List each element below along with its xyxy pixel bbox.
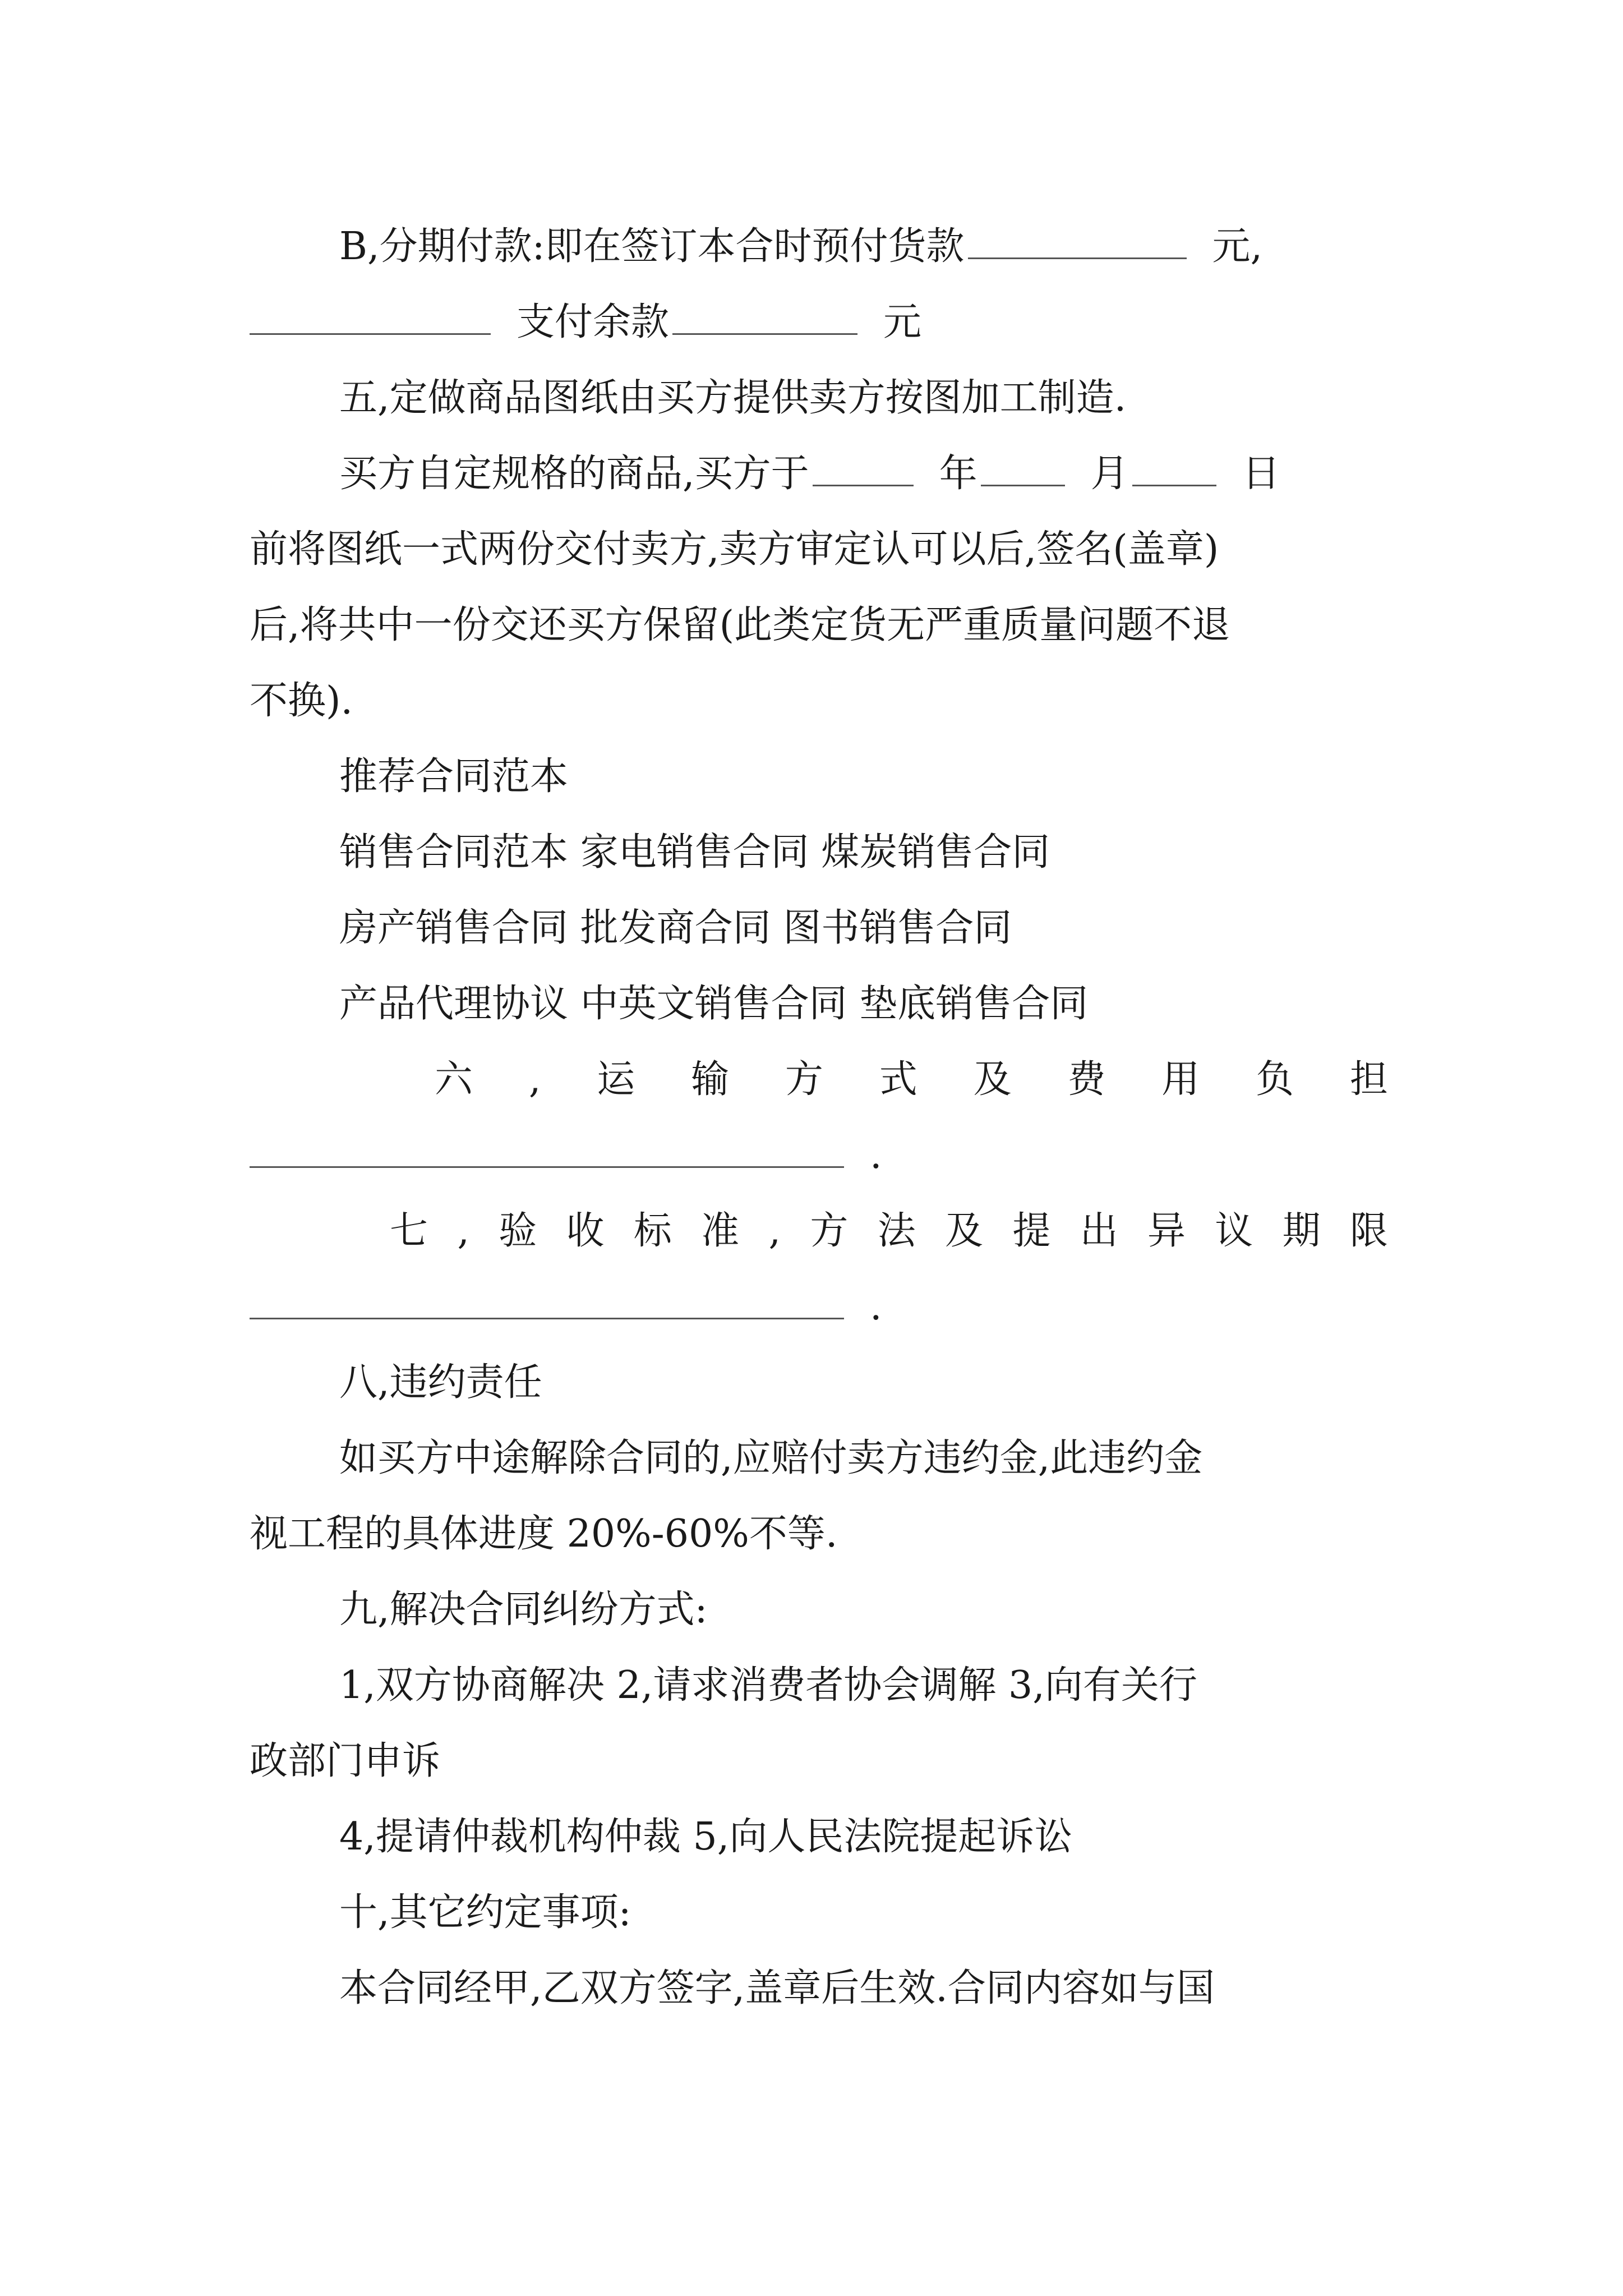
drawing-deadline-text: 买方自定规格的商品,买方于 bbox=[339, 452, 809, 496]
clause-seven-char: 出 bbox=[1080, 1209, 1118, 1253]
drawing-clause-line-2: 前将图纸一式两份交付卖方,卖方审定认可以后,签名(盖章) bbox=[250, 527, 1219, 572]
clause-six-heading bbox=[250, 1052, 1388, 1108]
clause-six-char: 方 bbox=[785, 1057, 823, 1102]
balance-text: 支付余款 bbox=[517, 300, 670, 344]
month-blank bbox=[981, 448, 1065, 486]
dispute-options-line-3: 4,提请仲裁机构仲裁 5,向人民法院提起诉讼 bbox=[339, 1815, 1073, 1859]
clause-seven-char: 标 bbox=[633, 1209, 672, 1253]
clause-seven-char: 验 bbox=[499, 1209, 537, 1253]
period: . bbox=[870, 1133, 882, 1177]
month-label: 月 bbox=[1090, 452, 1129, 496]
clause-seven-char: 提 bbox=[1012, 1209, 1051, 1253]
clause-six-char: 费 bbox=[1067, 1057, 1106, 1102]
template-links-row-1: 销售合同范本 家电销售合同 煤炭销售合同 bbox=[339, 830, 1050, 875]
clause-nine-heading: 九,解决合同纠纷方式: bbox=[339, 1588, 708, 1632]
drawing-deadline-line bbox=[250, 446, 1388, 502]
clause-six-char: 输 bbox=[691, 1057, 730, 1102]
balance-date-blank bbox=[250, 296, 491, 335]
dispute-options-line-1: 1,双方协商解决 2,请求消费者协会调解 3,向有关行 bbox=[339, 1663, 1197, 1708]
yuan-unit-2: 元 bbox=[883, 300, 922, 344]
clause-seven-char: , bbox=[457, 1209, 469, 1253]
clause-seven-char: 及 bbox=[945, 1209, 984, 1253]
day-label: 日 bbox=[1242, 452, 1280, 496]
acceptance-blank-line bbox=[250, 1279, 1388, 1335]
clause-six-char: 用 bbox=[1161, 1057, 1200, 1102]
breach-clause-line-1: 如买方中途解除合同的,应赔付卖方违约金,此违约金 bbox=[339, 1436, 1203, 1480]
year-blank bbox=[813, 448, 914, 486]
prepayment-blank bbox=[968, 220, 1187, 259]
clause-six-char: 担 bbox=[1349, 1057, 1388, 1102]
clause-seven-heading bbox=[250, 1203, 1388, 1259]
clause-five: 五,定做商品图纸由买方提供卖方按图加工制造. bbox=[339, 376, 1127, 420]
yuan-unit: 元, bbox=[1212, 224, 1263, 269]
installment-payment-line bbox=[250, 219, 1388, 275]
clause-seven-char: 限 bbox=[1349, 1209, 1388, 1253]
transport-blank-line bbox=[250, 1128, 1388, 1184]
period: . bbox=[870, 1285, 882, 1329]
drawing-clause-line-4: 不换). bbox=[250, 679, 353, 723]
clause-seven-char: 收 bbox=[566, 1209, 605, 1253]
clause-eight-heading: 八,违约责任 bbox=[339, 1360, 542, 1405]
balance-payment-line bbox=[250, 295, 1388, 351]
transport-cost-blank bbox=[250, 1129, 844, 1168]
clause-seven-char: 七 bbox=[390, 1209, 428, 1253]
acceptance-blank bbox=[250, 1281, 844, 1319]
clause-seven-char: 议 bbox=[1215, 1209, 1253, 1253]
clause-six-char: 式 bbox=[879, 1057, 917, 1102]
day-blank bbox=[1132, 448, 1216, 486]
breach-clause-line-2: 视工程的具体进度 20%-60%不等. bbox=[250, 1512, 838, 1556]
installment-text: B,分期付款:即在签订本合时预付货款 bbox=[339, 224, 965, 269]
template-links-row-3: 产品代理协议 中英文销售合同 垫底销售合同 bbox=[339, 982, 1089, 1026]
clause-ten-heading: 十,其它约定事项: bbox=[339, 1890, 631, 1935]
year-label: 年 bbox=[939, 452, 978, 496]
clause-seven-char: 准 bbox=[701, 1209, 740, 1253]
clause-seven-char: 法 bbox=[877, 1209, 916, 1253]
drawing-clause-line-3: 后,将共中一份交还买方保留(此类定货无严重质量问题不退 bbox=[250, 603, 1230, 647]
clause-six-char: 负 bbox=[1256, 1057, 1294, 1102]
dispute-options-line-2: 政部门申诉 bbox=[250, 1739, 441, 1783]
clause-six-char: 运 bbox=[597, 1057, 635, 1102]
recommended-templates-heading: 推荐合同范本 bbox=[339, 754, 569, 799]
balance-amount-blank bbox=[672, 296, 857, 335]
clause-six-char: 六 bbox=[435, 1057, 473, 1102]
clause-six-char: , bbox=[528, 1057, 541, 1102]
template-links-row-2: 房产销售合同 批发商合同 图书销售合同 bbox=[339, 906, 1012, 950]
clause-seven-char: 方 bbox=[810, 1209, 849, 1253]
clause-six-char: 及 bbox=[973, 1057, 1012, 1102]
other-terms-line-1: 本合同经甲,乙双方签字,盖章后生效.合同内容如与国 bbox=[339, 1966, 1215, 2010]
clause-seven-char: , bbox=[768, 1209, 781, 1253]
clause-seven-char: 期 bbox=[1282, 1209, 1321, 1253]
clause-seven-char: 异 bbox=[1147, 1209, 1186, 1253]
